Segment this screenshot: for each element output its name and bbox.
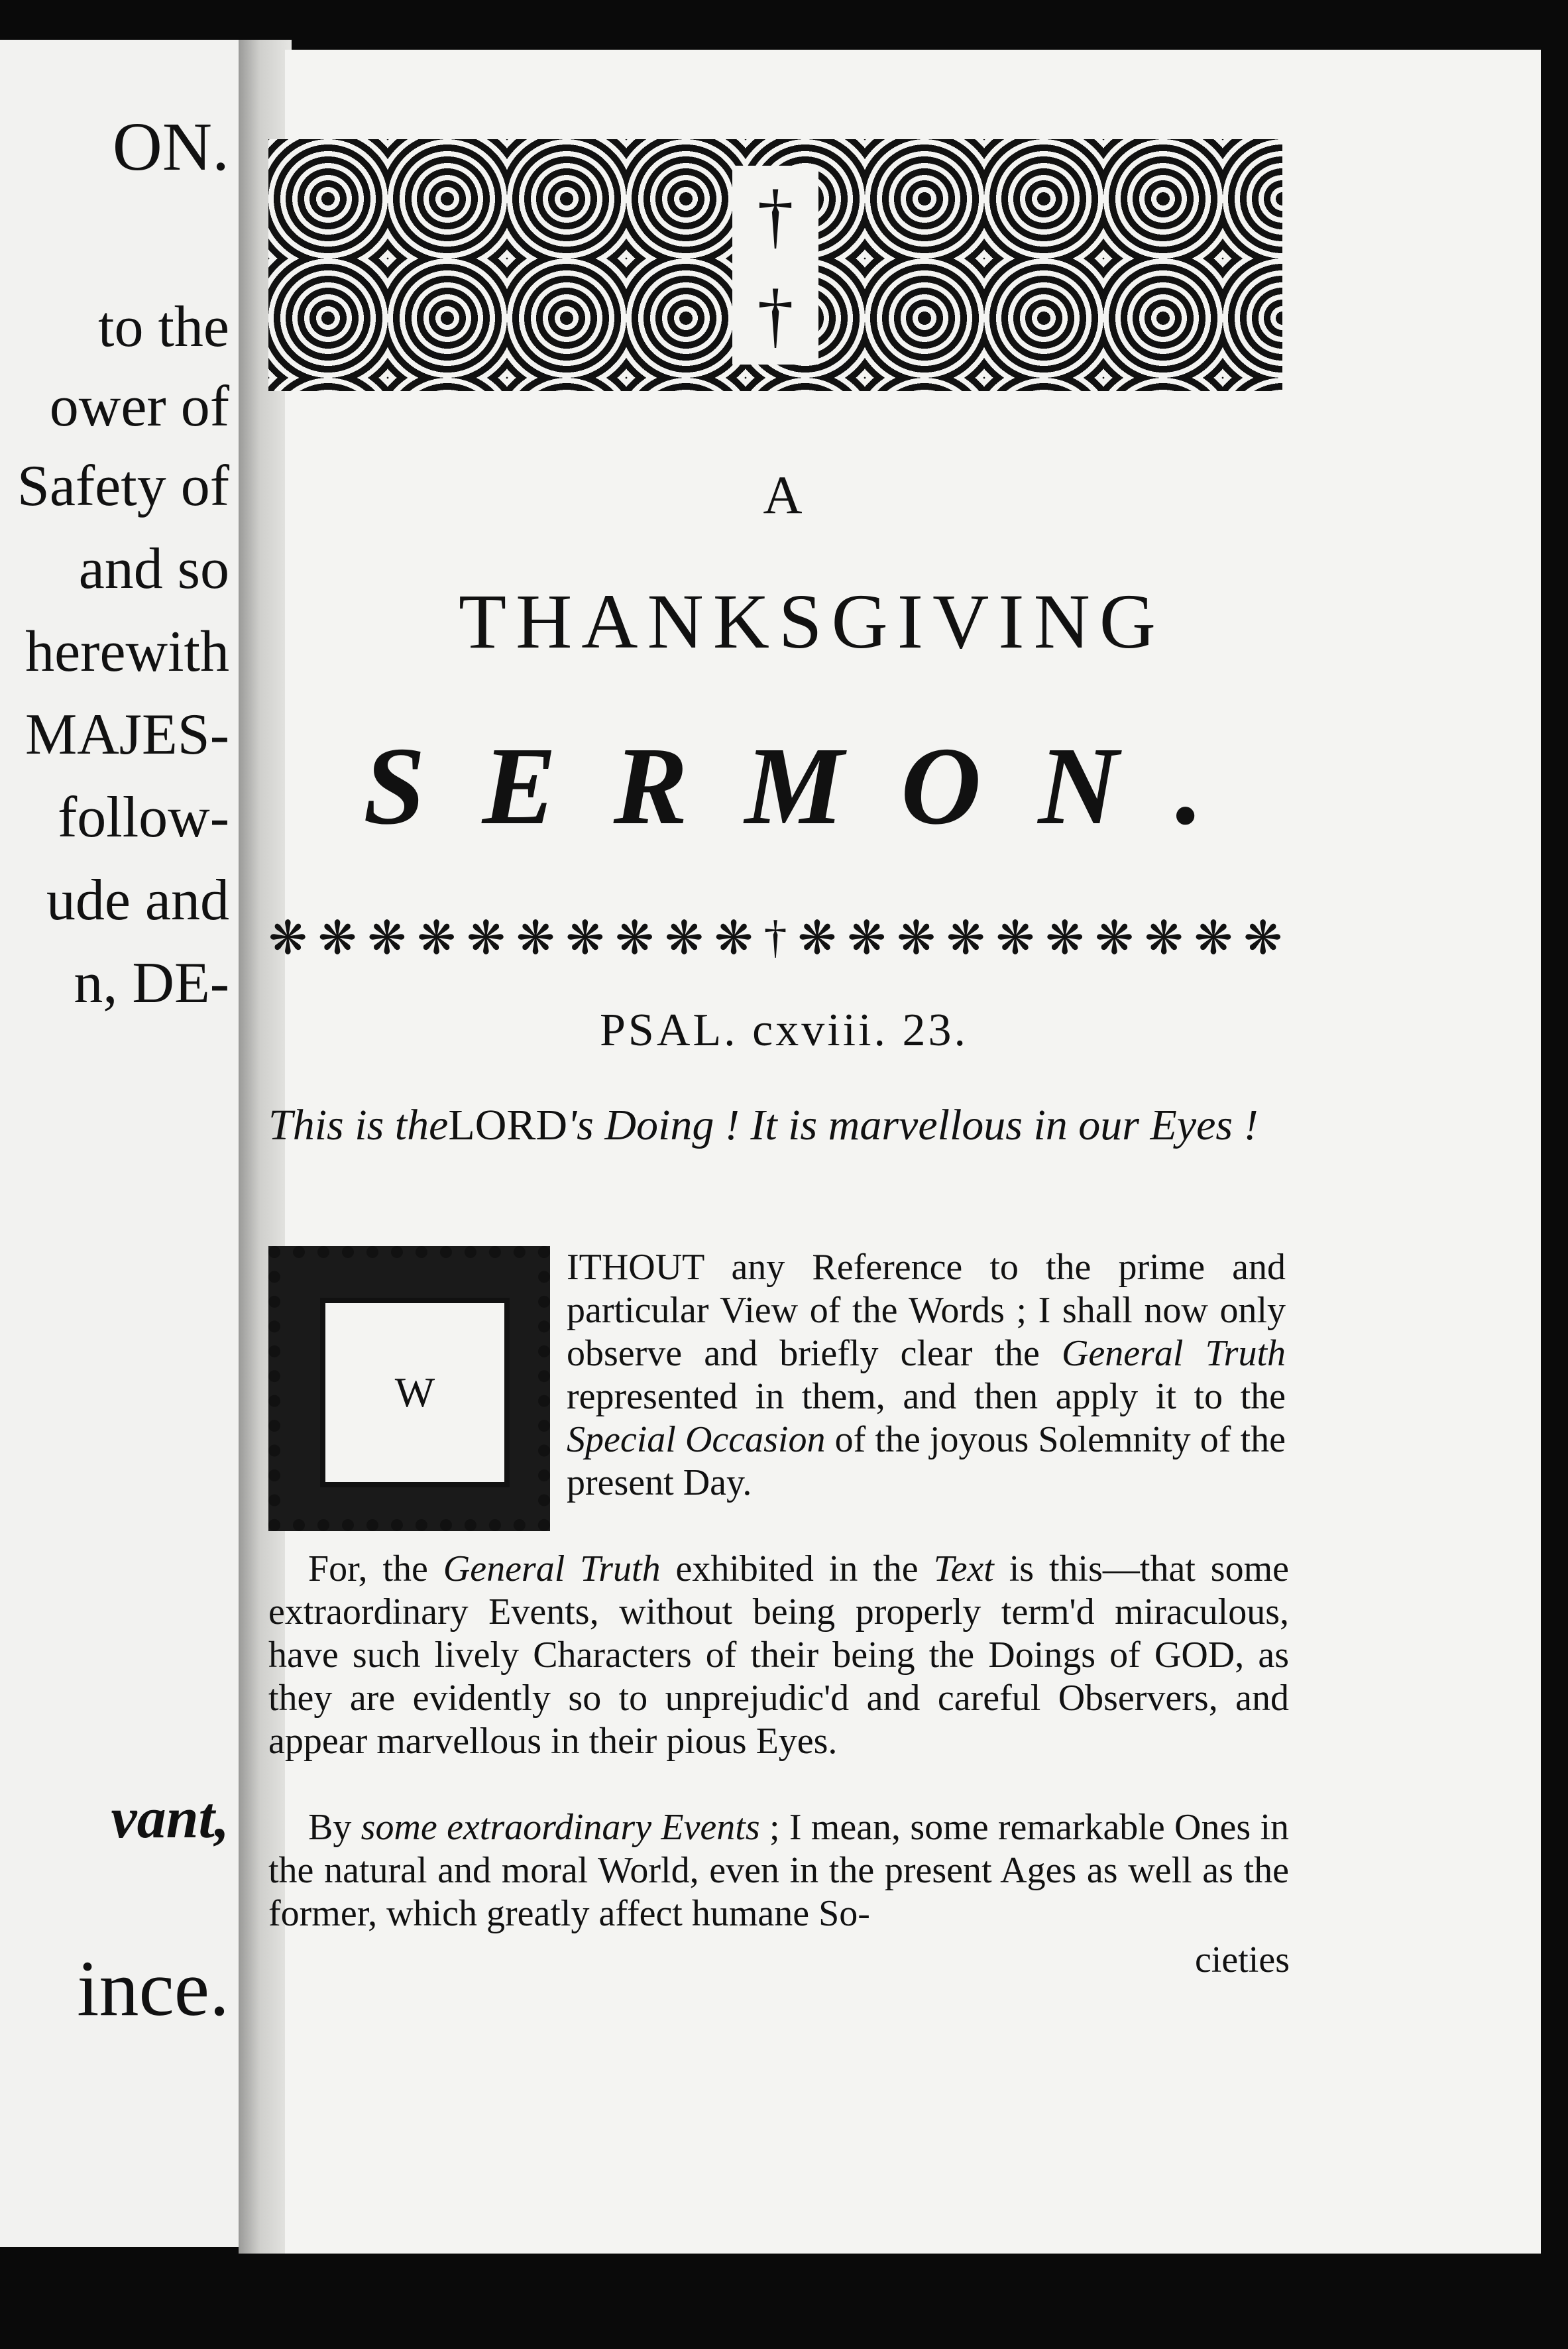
facing-line: and so [78,537,229,601]
flower-icon: ❋ [268,913,308,964]
flower-icon: ❋ [417,913,456,964]
flower-icon: ❋ [516,913,555,964]
paragraph: For, the General Truth exhibited in the Text is this—that some extraordinary Events, without being properly term'd miraculous, have such lively Characters of their being the Doings of GOD, as they are evidently so to unprejudic'd and careful Observers, and appear marvellous in their pious Eyes. [268,1548,1289,1762]
flower-icon: ❋ [317,913,357,964]
flower-icon: ❋ [1243,913,1282,964]
drop-cap-letter: W [394,1369,435,1416]
facing-line: herewith [25,620,229,684]
flower-icon: ❋ [1194,913,1233,964]
facing-line: vant, [111,1786,229,1851]
facing-line: ower of [49,374,229,439]
paragraph: By some extraordinary Events ; I mean, some remarkable Ones in the natural and moral World, even in the present Ages as well as the former, which greatly affect humane So- [268,1807,1289,1934]
facing-line: follow- [57,785,229,850]
flower-icon: ❋ [1045,913,1084,964]
epigraph [268,1097,1289,1154]
flower-icon: ❋ [847,913,886,964]
flower-icon: ❋ [897,913,936,964]
facing-line: Safety of [17,454,229,518]
facing-page [0,40,239,2247]
opening-paragraph: ITHOUT any Reference to the prime and particular View of the Words ; I shall now only observe and briefly clear the General Truth represented in them, and then apply it to the Special Occasion of the joyous Solemnity of the present Day. [567,1247,1286,1503]
flower-icon: ❋ [797,913,837,964]
flower-icon: ❋ [367,913,407,964]
facing-line: ude and [46,868,229,933]
flower-icon: ❋ [467,913,506,964]
title-article: A [763,465,805,525]
cross-icon: † † [732,166,818,365]
title-line-2: SERMON. [363,724,1260,848]
drop-cap-ornament [268,1246,550,1531]
flower-icon: ❋ [1095,913,1134,964]
title-line-1: THANKSGIVING [458,578,1166,665]
flower-icon: ❋ [1144,913,1184,964]
facing-line: MAJES- [25,703,229,767]
epigraph-lord: LORD [448,1101,568,1149]
flower-icon: ❋ [665,913,704,964]
flower-icon: ❋ [714,913,754,964]
epigraph-part: This is the [268,1101,449,1149]
scripture-reference: PSAL. cxviii. 23. [599,1005,969,1056]
flower-icon: ❋ [565,913,605,964]
facing-line: n, DE- [74,951,229,1015]
headpiece-ornament [268,139,1282,391]
flower-icon: ❋ [615,913,654,964]
flower-icon: ❋ [946,913,985,964]
cross-icon: † [763,912,787,963]
facing-line: ON. [112,109,229,185]
epigraph-part: 's Doing ! It is marvellous in our Eyes ! [567,1101,1259,1149]
flower-icon: ❋ [995,913,1035,964]
flower-rule [268,911,1282,964]
catchword: cieties [1194,1939,1290,1980]
facing-line: to the [98,295,229,359]
facing-line: ince. [77,1944,229,2032]
